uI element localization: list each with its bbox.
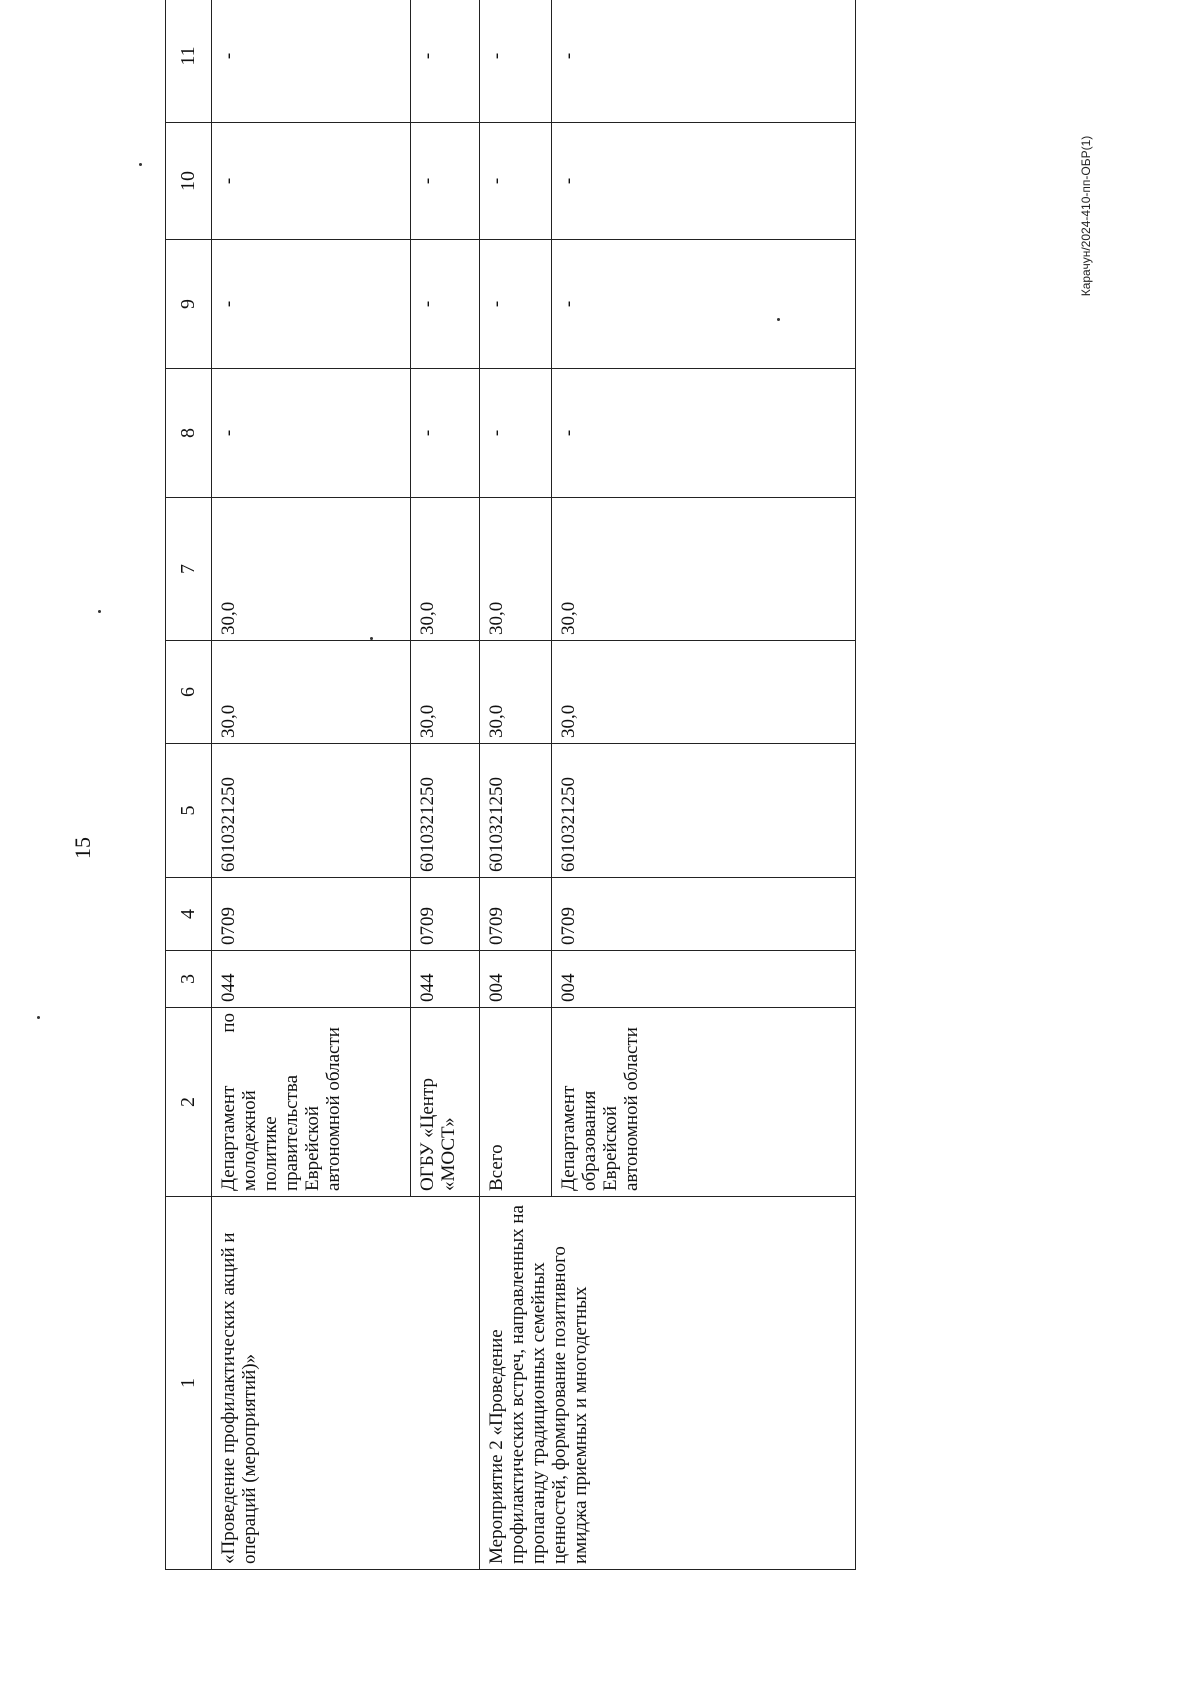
executor-cell: Департамент образования Еврейской автономной области (552, 1008, 856, 1197)
activity-name-cell: Мероприятие 2 «Проведение профилактических встреч, направленных на пропаганду традиционных семейных ценностей, формирование позитивного имиджа приемных и многодетных (480, 1197, 856, 1570)
page-number: 15 (70, 837, 95, 859)
section-code-cell: 0709 (480, 878, 552, 951)
data-table (165, 0, 856, 1570)
header-cell: 9 (166, 240, 212, 369)
target-article-cell: 6010321250 (212, 744, 411, 878)
executor-cell: Всего (480, 1008, 552, 1197)
value-cell: - (411, 369, 480, 498)
activity-name-cell: «Проведение профилактических акций и операций (мероприятий)» (212, 1197, 480, 1570)
header-cell: 3 (166, 951, 212, 1008)
value-cell: - (552, 240, 856, 369)
value-cell: - (480, 0, 552, 123)
executor-cell: ОГБУ «Центр «МОСТ» (411, 1008, 480, 1197)
grbs-code-cell: 004 (480, 951, 552, 1008)
grbs-code-cell: 044 (411, 951, 480, 1008)
value-cell: - (411, 123, 480, 240)
value-cell: - (411, 240, 480, 369)
grbs-code-cell: 044 (212, 951, 411, 1008)
header-cell: 8 (166, 369, 212, 498)
value-cell: 30,0 (480, 498, 552, 641)
value-cell: 30,0 (552, 641, 856, 744)
header-cell: 5 (166, 744, 212, 878)
table-header-row (166, 0, 212, 1570)
section-code-cell: 0709 (212, 878, 411, 951)
section-code-cell: 0709 (411, 878, 480, 951)
value-cell: 30,0 (552, 498, 856, 641)
scan-speck (37, 1016, 40, 1019)
target-article-cell: 6010321250 (411, 744, 480, 878)
value-cell: - (212, 123, 411, 240)
table-row (212, 0, 411, 1570)
target-article-cell: 6010321250 (552, 744, 856, 878)
header-cell: 4 (166, 878, 212, 951)
value-cell: 30,0 (212, 498, 411, 641)
value-cell: 30,0 (411, 498, 480, 641)
header-cell: 1 (166, 1197, 212, 1570)
value-cell: - (552, 123, 856, 240)
value-cell: - (480, 123, 552, 240)
value-cell: 30,0 (480, 641, 552, 744)
value-cell: - (411, 0, 480, 123)
header-cell: 11 (166, 0, 212, 123)
executor-cell: Департамент по молодежной политике правительства Еврейской автономной области (212, 1008, 411, 1197)
value-cell: 30,0 (411, 641, 480, 744)
table-row (480, 0, 552, 1570)
value-cell: 30,0 (212, 641, 411, 744)
data-table-rotated (165, 46, 855, 1570)
header-cell: 6 (166, 641, 212, 744)
header-cell: 10 (166, 123, 212, 240)
scan-speck (98, 610, 101, 613)
header-cell: 7 (166, 498, 212, 641)
header-cell: 2 (166, 1008, 212, 1197)
scan-speck (139, 163, 142, 166)
value-cell: - (552, 369, 856, 498)
section-code-cell: 0709 (552, 878, 856, 951)
value-cell: - (480, 240, 552, 369)
target-article-cell: 6010321250 (480, 744, 552, 878)
document-reference: Карачун/2024-410-пп-ОБР(1) (1079, 135, 1093, 297)
value-cell: - (212, 369, 411, 498)
value-cell: - (552, 0, 856, 123)
value-cell: - (480, 369, 552, 498)
value-cell: - (212, 0, 411, 123)
value-cell: - (212, 240, 411, 369)
grbs-code-cell: 004 (552, 951, 856, 1008)
